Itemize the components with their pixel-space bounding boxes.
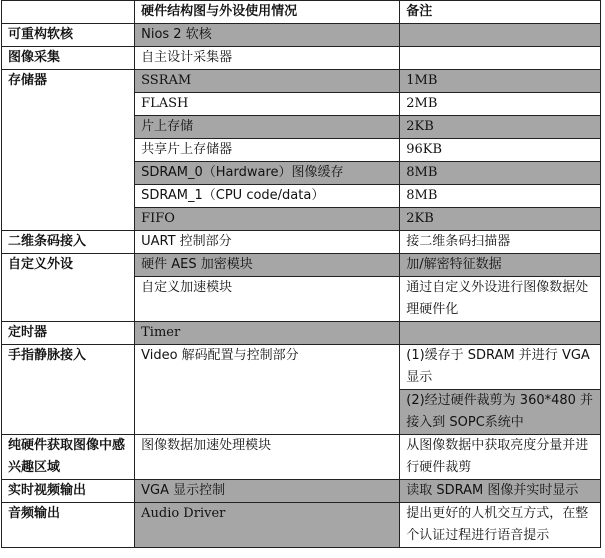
table-row <box>2 345 601 390</box>
item-cell: FIFO <box>135 208 400 231</box>
note-cell: 接二维条码扫描器 <box>400 231 601 254</box>
note-cell: 加/解密特征数据 <box>400 254 601 277</box>
item-cell: FLASH <box>135 93 400 116</box>
note-cell: 1MB <box>400 70 601 93</box>
category-cell: 实时视频输出 <box>2 480 135 503</box>
note-cell <box>400 322 601 345</box>
category-cell: 存储器 <box>2 70 135 231</box>
header-notes: 备注 <box>400 1 601 24</box>
item-cell: 片上存储 <box>135 116 400 139</box>
table-row <box>2 24 601 47</box>
item-cell: 共享片上存储器 <box>135 139 400 162</box>
table-row <box>2 231 601 254</box>
note-cell <box>400 24 601 47</box>
note-cell: 2KB <box>400 116 601 139</box>
item-cell: 硬件 AES 加密模块 <box>135 254 400 277</box>
note-cell: 96KB <box>400 139 601 162</box>
item-cell: SDRAM_1（CPU code/data） <box>135 185 400 208</box>
category-cell: 手指静脉接入 <box>2 345 135 435</box>
item-cell: VGA 显示控制 <box>135 480 400 503</box>
note-cell: 8MB <box>400 162 601 185</box>
header-structure-usage: 硬件结构图与外设使用情况 <box>135 1 400 24</box>
note-cell: (2)经过硬件裁剪为 360*480 并接入到 SOPC系统中 <box>400 390 601 435</box>
item-cell: 自主设计采集器 <box>135 47 400 70</box>
table-row <box>2 435 601 480</box>
note-cell: (1)缓存于 SDRAM 并进行 VGA 显示 <box>400 345 601 390</box>
note-cell: 8MB <box>400 185 601 208</box>
note-cell: 从图像数据中获取亮度分量并进行硬件裁剪 <box>400 435 601 480</box>
table-row <box>2 480 601 503</box>
hardware-peripheral-table <box>1 0 601 548</box>
category-cell: 二维条码接入 <box>2 231 135 254</box>
table-row <box>2 322 601 345</box>
table-row <box>2 47 601 70</box>
item-cell: Audio Driver <box>135 503 400 548</box>
table-row <box>2 254 601 277</box>
item-cell: Nios 2 软核 <box>135 24 400 47</box>
note-cell: 通过自定义外设进行图像数据处理硬件化 <box>400 277 601 322</box>
item-cell: 自定义加速模块 <box>135 277 400 322</box>
item-cell: 图像数据加速处理模块 <box>135 435 400 480</box>
category-cell: 自定义外设 <box>2 254 135 322</box>
item-cell: Video 解码配置与控制部分 <box>135 345 400 435</box>
note-cell: 2MB <box>400 93 601 116</box>
note-cell: 读取 SDRAM 图像并实时显示 <box>400 480 601 503</box>
table-header-row <box>2 1 601 24</box>
category-cell: 纯硬件获取图像中感兴趣区域 <box>2 435 135 480</box>
table-row <box>2 70 601 93</box>
item-cell: SSRAM <box>135 70 400 93</box>
note-cell: 提出更好的人机交互方式，在整个认证过程进行语音提示 <box>400 503 601 548</box>
category-cell: 音频输出 <box>2 503 135 548</box>
table-row <box>2 503 601 548</box>
header-category <box>2 1 135 24</box>
category-cell: 图像采集 <box>2 47 135 70</box>
note-cell: 2KB <box>400 208 601 231</box>
category-cell: 定时器 <box>2 322 135 345</box>
category-cell: 可重构软核 <box>2 24 135 47</box>
item-cell: UART 控制部分 <box>135 231 400 254</box>
item-cell: Timer <box>135 322 400 345</box>
item-cell: SDRAM_0（Hardware）图像缓存 <box>135 162 400 185</box>
note-cell <box>400 47 601 70</box>
